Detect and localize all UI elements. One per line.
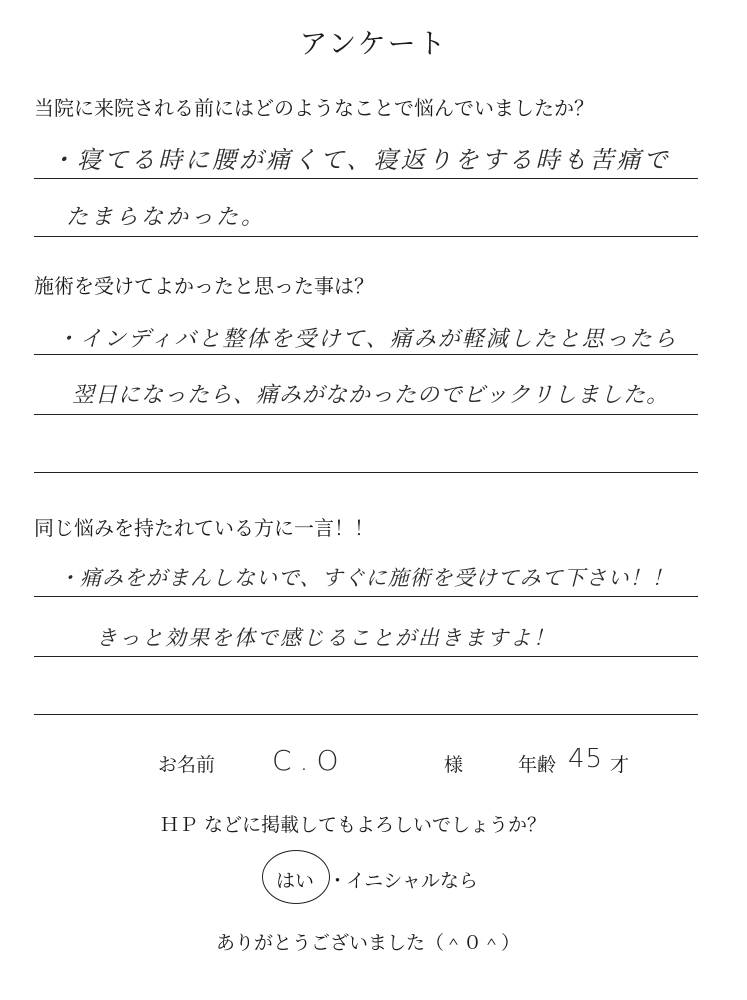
answer-rule (34, 354, 698, 355)
question-2: 施術を受けてよかったと思った事は？ (34, 274, 374, 298)
answer-1-line-2: たまらなかった。 (66, 205, 267, 230)
answer-rule (34, 236, 698, 237)
thanks-message: ありがとうございました（＾０＾） (216, 932, 521, 954)
hp-permission-question: ＨＰ などに掲載してもよろしいでしょうか？ (160, 814, 547, 836)
answer-rule (34, 178, 698, 179)
answer-2-line-2: 翌日になったら、痛みがなかったのでビックリしました。 (72, 383, 670, 408)
option-separator: ・ (328, 870, 348, 892)
answer-rule (34, 414, 698, 415)
question-1: 当院に来院される前にはどのようなことで悩んでいましたか？ (34, 96, 594, 120)
age-value: 45 (568, 744, 604, 774)
question-3: 同じ悩みを持たれている方に一言！！ (34, 516, 374, 540)
honorific: 様 (444, 754, 464, 776)
age-unit: 才 (610, 754, 630, 776)
option-initials: イニシャルなら (346, 870, 478, 892)
answer-3-line-1: ・痛みをがまんしないで、すぐに施術を受けてみて下さい！！ (58, 566, 674, 590)
survey-title: アンケート (299, 27, 448, 60)
answer-3-line-2: きっと効果を体で感じることが出きますよ！ (96, 626, 556, 650)
answer-rule (34, 714, 698, 715)
age-label: 年齢 (518, 754, 557, 776)
name-value: C.O (272, 744, 347, 777)
answer-rule (34, 596, 698, 597)
name-label: お名前 (158, 754, 216, 776)
option-yes: はい (276, 870, 315, 892)
answer-rule (34, 472, 698, 473)
answer-2-line-1: ・インディバと整体を受けて、痛みが軽減したと思ったら (56, 327, 678, 352)
answer-rule (34, 656, 698, 657)
answer-1-line-1: ・寝てる時に腰が痛くて、寝返りをする時も苦痛で (50, 146, 671, 174)
